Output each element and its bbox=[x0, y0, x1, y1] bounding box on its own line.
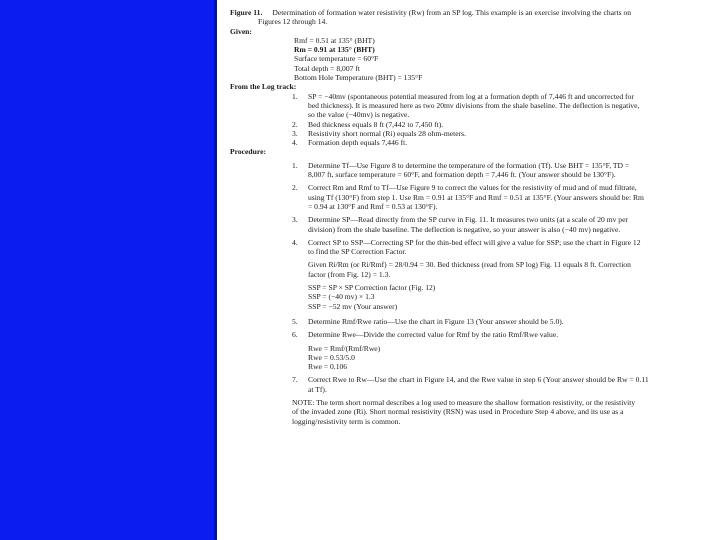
given-item: Rm = 0.91 at 135° (BHT) bbox=[294, 45, 375, 55]
item-line: so the value (−40mv) is negative. bbox=[308, 110, 410, 120]
band-edge bbox=[214, 0, 217, 540]
logtrack-list bbox=[230, 92, 710, 148]
logtrack-item bbox=[230, 129, 710, 138]
item-line: Resistivity short normal (Ri) equals 28 ohm-meters. bbox=[308, 128, 466, 138]
logtrack-item bbox=[230, 120, 710, 129]
procedure-step-7: 7. Correct Rwe to Rw—Use the chart in Figure 14, and the Rwe value in step 6 (Your answer should be Rw = 0.11 at Tf). bbox=[230, 375, 710, 394]
caption-text-2: Figures 12 through 14. bbox=[258, 17, 328, 27]
item-line: Bed thickness equals 8 ft (7,442 to 7,450 ft). bbox=[308, 119, 444, 129]
step-line: Given Ri/Rm (or Ri/Rmf) = 28/0.94 = 30. Bed thickness (read from SP log) Fig. 11 equals 8 ft. Correction bbox=[308, 260, 631, 270]
given-item: Rmf = 0.51 at 135° (BHT) bbox=[294, 35, 375, 45]
document-page bbox=[230, 8, 710, 426]
procedure-step-6-equations bbox=[230, 344, 710, 372]
procedure-step-3: 3. Determine SP—Read directly from the SP curve in Fig. 11. It measures two units (at a scale of 20 mv per division) from the shale baseline. The deflection is negative, so your answer is also (−40 mv) negative. bbox=[230, 215, 710, 234]
procedure-step-4-detail bbox=[230, 260, 710, 279]
step-line: at Tf). bbox=[308, 384, 327, 394]
step-line: 8,007 ft, surface temperature = 60°F, and formation depth = 7,446 ft. (Your answer should be 130°F). bbox=[308, 170, 616, 180]
given-item: Total depth = 8,007 ft bbox=[294, 63, 360, 73]
step-line: factor (from Fig. 12) = 1.3. bbox=[308, 269, 391, 279]
figure-caption bbox=[230, 8, 710, 17]
item-line: SP = −40mv (spontaneous potential measured from log at a formation depth of 7,446 ft and uncorrected for bbox=[308, 91, 634, 101]
procedure-step-5: 5. Determine Rmf/Rwe ratio—Use the chart in Figure 13 (Your answer should be 5.0). bbox=[230, 317, 710, 326]
equation-line: Rwe = 0.106 bbox=[308, 362, 348, 372]
step-line: Determine Rwe—Divide the corrected value for Rmf by the ratio Rmf/Rwe value. bbox=[308, 330, 559, 340]
step-line: Correct Rm and Rmf to Tf—Use Figure 9 to correct the values for the resistivity of mud and of mud filtrate, bbox=[308, 183, 637, 193]
note-line: NOTE: The term short normal describes a log used to measure the shallow formation resistivity, or the resistivity bbox=[292, 397, 636, 407]
item-number: 3. bbox=[292, 128, 298, 138]
procedure-step-1: 1. Determine Tf—Use Figure 8 to determine the temperature of the formation (Tf). Use BHT = 135°F, TD = 8,007 ft, surface temperature = 60°F, and formation depth = 7,446 ft. (Your answer should be 130°F). bbox=[230, 161, 710, 180]
step-line: Determine Tf—Use Figure 8 to determine the temperature of the formation (Tf). Use BHT = 135°F, TD = bbox=[308, 160, 630, 170]
logtrack-heading: From the Log track: bbox=[230, 82, 297, 92]
equation-line: SSP = (−40 mv) × 1.3 bbox=[308, 292, 375, 302]
figure-label: Figure 11. bbox=[230, 8, 263, 17]
step-line: = 0.94 at 130°F and Rmf = 0.53 at 130°F). bbox=[308, 201, 438, 211]
step-line: Determine SP—Read directly from the SP curve in Fig. 11. It measures two units (at a scale of 20 mv per bbox=[308, 215, 628, 225]
item-number: 1. bbox=[292, 91, 298, 101]
step-line: Correct Rwe to Rw—Use the chart in Figure 14, and the Rwe value in step 6 (Your answer should be Rw = 0.11 bbox=[308, 375, 649, 385]
logtrack-item bbox=[230, 138, 710, 147]
step-line: to find the SP Correction Factor. bbox=[308, 247, 407, 257]
note-line: of the invaded zone (Ri). Short normal resistivity (RSN) was used in Procedure Step 4 above, and its use as a bbox=[292, 407, 624, 417]
equation-line: SSP = SP × SP Correction factor (Fig. 12) bbox=[308, 283, 436, 293]
given-list bbox=[230, 36, 710, 82]
step-line: Correct SP to SSP—Correcting SP for the thin-bed effect will give a value for SSP; use the chart in Figure 12 bbox=[308, 237, 641, 247]
procedure-step-2: 2. Correct Rm and Rmf to Tf—Use Figure 9 to correct the values for the resistivity of mud and of mud filtrate, using Tf (130°F) from step 1. Use Rm = 0.91 at 135°F and Rmf = 0.51 at 135°F. (Your answers should be: Rm = 0.94 at 130°F and Rmf = 0.53 at 130°F). bbox=[230, 183, 710, 211]
given-item: Surface temperature = 60°F bbox=[294, 54, 379, 64]
note-line: logging/resistivity term is common. bbox=[292, 416, 401, 426]
logtrack-item bbox=[230, 92, 710, 120]
caption-text-1: Determination of formation water resistivity (Rw) from an SP log. This example is an exercise involving the charts on bbox=[272, 8, 632, 17]
note-block bbox=[230, 398, 710, 426]
procedure-step-4-equations bbox=[230, 283, 710, 311]
item-line: bed thickness). It is measured here as two 20mv divisions from the shale baseline. The deflection is negative, bbox=[308, 100, 640, 110]
item-number: 4. bbox=[292, 138, 298, 148]
item-line: Formation depth equals 7,446 ft. bbox=[308, 138, 408, 148]
step-line: using Tf (130°F) from step 1. Use Rm = 0.91 at 135°F and Rmf = 0.51 at 135°F. (Your answers should be: Rm bbox=[308, 192, 644, 202]
equation-line: Rwe = Rmf/(Rmf/Rwe) bbox=[308, 343, 381, 353]
given-heading: Given: bbox=[230, 26, 252, 36]
procedure-step-6: 6. Determine Rwe—Divide the corrected value for Rmf by the ratio Rmf/Rwe value. bbox=[230, 330, 710, 339]
item-number: 2. bbox=[292, 119, 298, 129]
step-line: Determine Rmf/Rwe ratio—Use the chart in Figure 13 (Your answer should be 5.0). bbox=[308, 316, 564, 326]
equation-line: SSP = −52 mv (Your answer) bbox=[308, 301, 398, 311]
blue-side-band bbox=[0, 0, 214, 540]
equation-line: Rwe = 0.53/5.0 bbox=[308, 352, 355, 362]
procedure-heading: Procedure: bbox=[230, 147, 266, 157]
given-item: Bottom Hole Temperature (BHT) = 135°F bbox=[294, 73, 423, 83]
step-line: division) from the shale baseline. The deflection is negative, so your answer is also (−40 mv) negative. bbox=[308, 224, 621, 234]
procedure-step-4: 4. Correct SP to SSP—Correcting SP for the thin-bed effect will give a value for SSP; use the chart in Figure 12 to find the SP Correction Factor. bbox=[230, 238, 710, 257]
